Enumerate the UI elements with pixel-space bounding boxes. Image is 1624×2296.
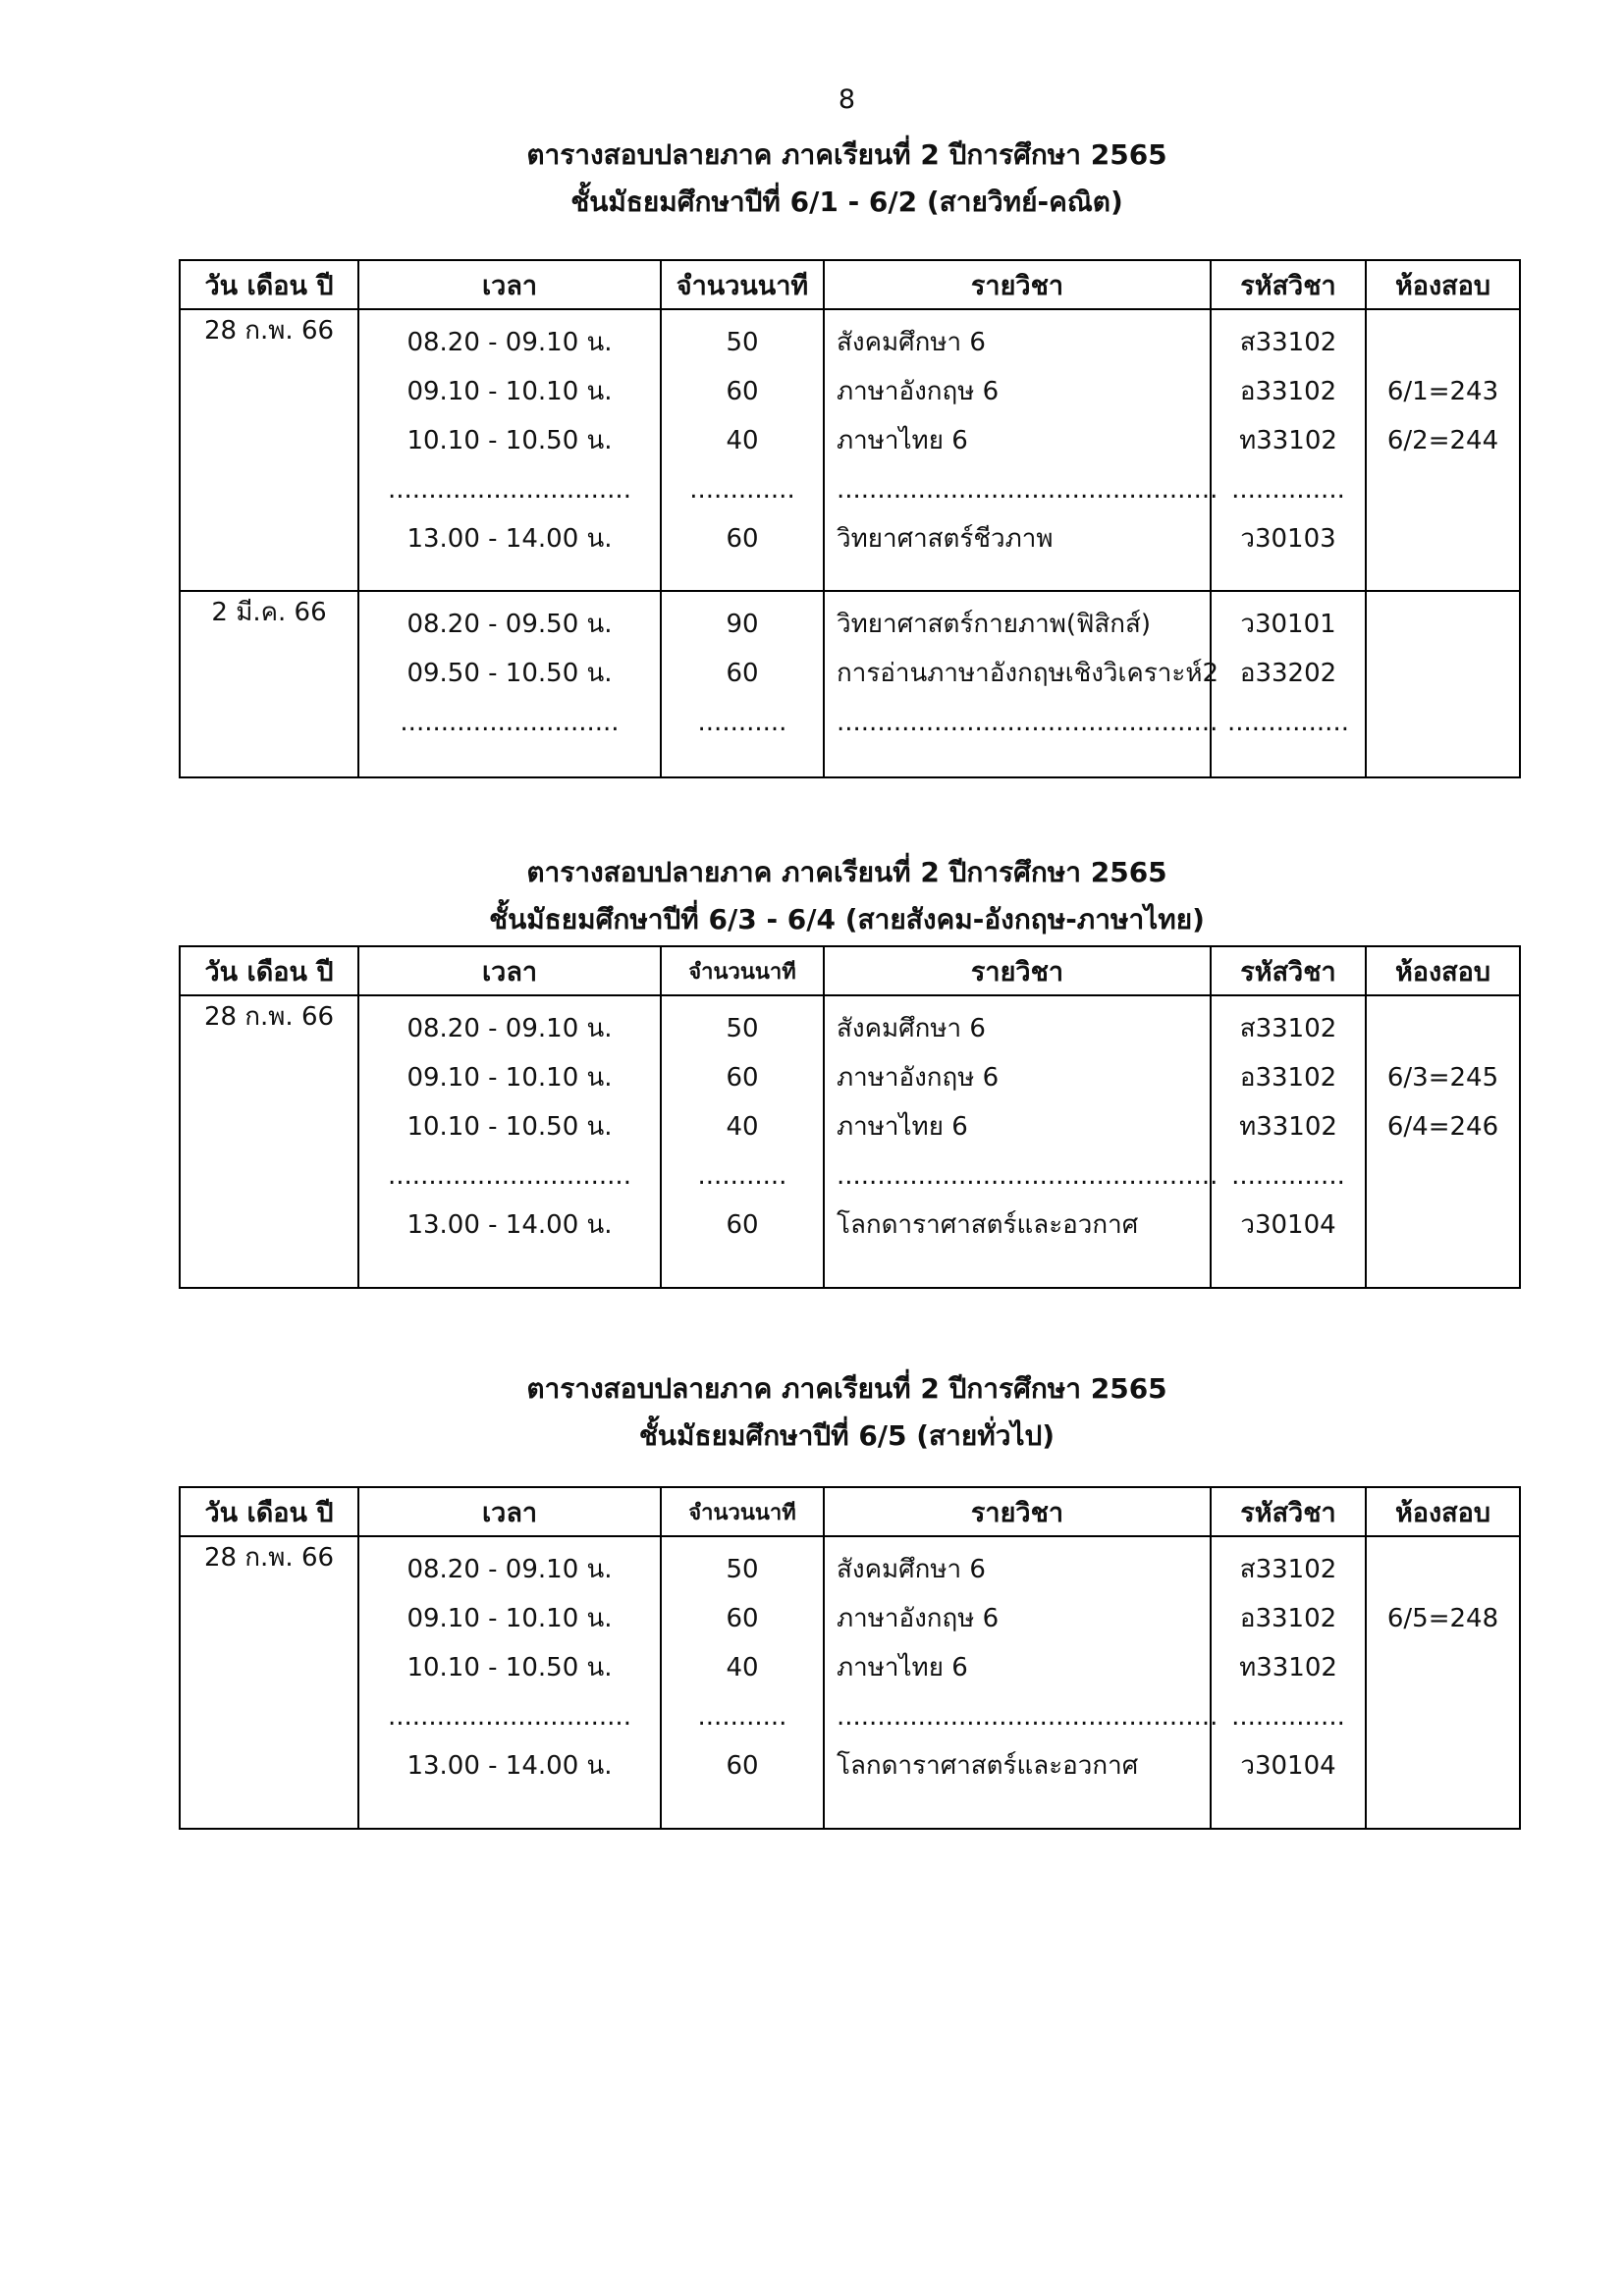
header-date: วัน เดือน ปี [180,260,358,309]
table-row [180,309,1520,591]
code-cell [1211,309,1366,591]
minutes-entry: ........... [697,1161,787,1191]
code-entry: ............... [1227,708,1349,737]
subject-entry: ............................................... [837,1161,1218,1191]
header-date: วัน เดือน ปี [180,1487,358,1536]
code-entry: ท33102 [1239,1653,1337,1682]
minutes-entry: ........... [697,708,787,737]
room-entry: 6/4=246 [1386,1112,1499,1142]
code-entry: อ33102 [1239,377,1337,406]
time-cell [358,309,661,591]
time-entry: 10.10 - 10.50 น. [406,426,613,455]
header-room: ห้องสอบ [1366,260,1520,309]
section-title-line2: ชั้นมัธยมศึกษาปีที่ 6/1 - 6/2 (สายวิทย์-คณิต) [570,186,1123,218]
header-time: เวลา [358,260,661,309]
time-entry: 10.10 - 10.50 น. [406,1112,613,1142]
room-cell [1366,1536,1520,1829]
section-title-line1: ตารางสอบปลายภาค ภาคเรียนที่ 2 ปีการศึกษา 2565 [526,856,1167,888]
code-entry: ว30103 [1240,524,1336,554]
room-cell [1366,309,1520,591]
header-subject: รายวิชา [824,1487,1211,1536]
room-cell [1366,995,1520,1288]
header-room: ห้องสอบ [1366,1487,1520,1536]
subject-entry: สังคมศึกษา 6 [837,328,986,357]
minutes-entry: 60 [726,524,759,554]
minutes-entry: 40 [726,1112,759,1142]
code-cell [1211,1536,1366,1829]
room-entry: 6/3=245 [1386,1063,1499,1093]
code-entry: ส33102 [1239,1014,1337,1043]
minutes-entry: 60 [726,659,759,688]
minutes-cell [661,995,824,1288]
subject-entry: สังคมศึกษา 6 [837,1555,986,1584]
minutes-entry: 60 [726,377,759,406]
subject-cell [824,1536,1218,1829]
code-entry: ส33102 [1239,1555,1337,1584]
minutes-entry: 40 [726,426,759,455]
time-entry: 08.20 - 09.10 น. [406,1555,613,1584]
section-3-title [0,1365,1624,1460]
code-entry: ท33102 [1239,426,1337,455]
header-code: รหัสวิชา [1211,946,1366,995]
date-cell: 28 ก.พ. 66 [180,309,358,591]
header-subject: รายวิชา [824,946,1211,995]
subject-cell [824,995,1218,1288]
header-subject: รายวิชา [824,260,1211,309]
table-header-row [180,260,1520,309]
minutes-entry: 60 [726,1063,759,1093]
subject-entry: โลกดาราศาสตร์และอวกาศ [837,1751,1139,1781]
time-cell [358,591,661,777]
minutes-entry: 60 [726,1210,759,1240]
subject-entry: ภาษาอังกฤษ 6 [837,1063,1000,1093]
header-time: เวลา [358,1487,661,1536]
time-entry: 08.20 - 09.10 น. [406,1014,613,1043]
date-cell: 28 ก.พ. 66 [180,995,358,1288]
table-row [180,995,1520,1288]
page-number: 8 [838,84,856,115]
section-1-title [0,132,1624,226]
time-entry: .............................. [388,1161,631,1191]
section-2-title [0,849,1624,943]
code-entry: .............. [1231,1702,1345,1732]
room-entry: 6/5=248 [1386,1604,1499,1633]
header-code: รหัสวิชา [1211,1487,1366,1536]
table-row [180,591,1520,777]
subject-entry: ภาษาไทย 6 [837,1112,968,1142]
subject-entry: ภาษาไทย 6 [837,426,968,455]
minutes-entry: 90 [726,610,759,639]
minutes-entry: ............. [689,475,795,505]
minutes-cell [661,591,824,777]
code-entry: อ33202 [1239,659,1337,688]
minutes-entry: 40 [726,1653,759,1682]
section-title-line2: ชั้นมัธยมศึกษาปีที่ 6/3 - 6/4 (สายสังคม-อังกฤษ-ภาษาไทย) [489,903,1205,935]
time-entry: 13.00 - 14.00 น. [406,524,613,554]
minutes-entry: 60 [726,1604,759,1633]
date-cell: 2 มี.ค. 66 [180,591,358,777]
header-minutes: จำนวนนาที [661,946,824,995]
header-minutes: จำนวนนาที [661,1487,824,1536]
table-header-row [180,1487,1520,1536]
exam-table-1 [179,259,1521,778]
time-entry: 13.00 - 14.00 น. [406,1751,613,1781]
time-entry: 09.50 - 10.50 น. [406,659,613,688]
room-entry: 6/1=243 [1386,377,1499,406]
header-room: ห้องสอบ [1366,946,1520,995]
code-entry: อ33102 [1239,1604,1337,1633]
section-title-line1: ตารางสอบปลายภาค ภาคเรียนที่ 2 ปีการศึกษา 2565 [526,1372,1167,1405]
header-code: รหัสวิชา [1211,260,1366,309]
time-entry: 09.10 - 10.10 น. [406,1063,613,1093]
room-entry: 6/2=244 [1386,426,1499,455]
date-cell: 28 ก.พ. 66 [180,1536,358,1829]
code-entry: .............. [1231,1161,1345,1191]
subject-entry: วิทยาศาสตร์ชีวภาพ [837,524,1054,554]
time-entry: 10.10 - 10.50 น. [406,1653,613,1682]
header-minutes: จำนวนนาที [661,260,824,309]
minutes-entry: 50 [726,328,759,357]
time-entry: .............................. [388,1702,631,1732]
time-entry: 09.10 - 10.10 น. [406,377,613,406]
time-entry: 09.10 - 10.10 น. [406,1604,613,1633]
subject-entry: ............................................... [837,475,1218,505]
code-entry: ว30104 [1240,1751,1336,1781]
minutes-entry: 50 [726,1555,759,1584]
minutes-cell [661,1536,824,1829]
code-cell [1211,995,1366,1288]
header-date: วัน เดือน ปี [180,946,358,995]
header-time: เวลา [358,946,661,995]
code-entry: อ33102 [1239,1063,1337,1093]
code-entry: ว30104 [1240,1210,1336,1240]
subject-entry: ภาษาอังกฤษ 6 [837,1604,1000,1633]
time-cell [358,995,661,1288]
exam-table-2 [179,945,1521,1289]
section-title-line1: ตารางสอบปลายภาค ภาคเรียนที่ 2 ปีการศึกษา 2565 [526,138,1167,171]
subject-entry: ภาษาไทย 6 [837,1653,968,1682]
time-cell [358,1536,661,1829]
time-entry: 08.20 - 09.50 น. [406,610,613,639]
subject-entry: วิทยาศาสตร์กายภาพ(ฟิสิกส์) [837,610,1152,639]
code-entry: ส33102 [1239,328,1337,357]
section-title-line2: ชั้นมัธยมศึกษาปีที่ 6/5 (สายทั่วไป) [638,1419,1056,1452]
time-entry: .............................. [388,475,631,505]
minutes-entry: 60 [726,1751,759,1781]
subject-entry: ............................................... [837,1702,1218,1732]
code-cell [1211,591,1366,777]
subject-cell [824,591,1219,777]
minutes-cell [661,309,824,591]
code-entry: ว30101 [1240,610,1336,639]
subject-entry: ภาษาอังกฤษ 6 [837,377,1000,406]
subject-entry: สังคมศึกษา 6 [837,1014,986,1043]
table-header-row [180,946,1520,995]
room-cell [1366,591,1520,777]
time-entry: 08.20 - 09.10 น. [406,328,613,357]
subject-cell [824,309,1218,591]
code-entry: ท33102 [1239,1112,1337,1142]
subject-entry: ............................................... [837,708,1218,737]
time-entry: 13.00 - 14.00 น. [406,1210,613,1240]
minutes-entry: 50 [726,1014,759,1043]
minutes-entry: ........... [697,1702,787,1732]
subject-entry: การอ่านภาษาอังกฤษเชิงวิเคราะห์2 [837,659,1219,688]
exam-table-3 [179,1486,1521,1830]
subject-entry: โลกดาราศาสตร์และอวกาศ [837,1210,1139,1240]
code-entry: .............. [1231,475,1345,505]
table-row [180,1536,1520,1829]
time-entry: ........................... [400,708,620,737]
